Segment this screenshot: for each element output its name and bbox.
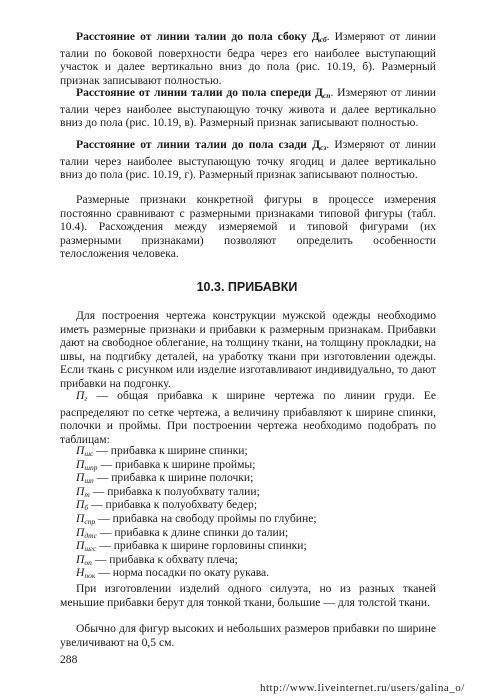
- list-item: $П_{шп}$ — прибавка к ширине полочки;: [76, 471, 254, 486]
- term-back-length: Расстояние от линии талии до пола сзади $Д_{сз}$: [76, 138, 327, 152]
- term-front-length: Расстояние от линии талии до пола спереди $Д_{сп}$: [76, 86, 331, 100]
- paragraph-tall-figures: Обычно для фигур высоких и небольших размеров прибавки по ширине увеличивают на 0,5 см.: [60, 622, 436, 649]
- term-side-length: Расстояние от линии талии до пола сбоку $Д_{сб}$: [76, 30, 327, 44]
- list-item: $П_{дтс}$ — прибавка к длине спинки до талии;: [76, 525, 289, 540]
- list-item: $П_{шс}$ — прибавка к ширине спинки;: [76, 444, 248, 458]
- list-item: $П_{шгс}$ — прибавка к ширине горловины спинки;: [76, 539, 307, 554]
- list-item: $П_{шпр}$ — прибавка к ширине проймы;: [76, 457, 256, 472]
- allowances-list: [76, 444, 436, 580]
- paragraph-allowances-intro: Для построения чертежа конструкции мужской одежды необходимо иметь размерные признаки и прибавки к размерным признакам. Прибавки дают на свободное облегание, на толщину ткани, на толщину прокладки, на швы, на подгибку деталей, на уработку ткани при изготовлении одежды. Если ткань с рисунком или изделие изготавливают индивидуально, то дают прибавки на подгонку.: [60, 309, 436, 390]
- paragraph-comparison: Размерные признаки конкретной фигуры в процессе измерения постоянно сравнивают с размерными признаками типовой фигуры (табл. 10.4). Расхождения между измеряемой и типовой фигурами (их размерными признаками) позволяют определить особенности телосложения человека.: [60, 193, 436, 261]
- page-number: 288: [60, 653, 78, 666]
- watermark-url: http://www.liveinternet.ru/users/galina_o/: [260, 682, 465, 694]
- list-item: $П_{оп}$ — прибавка к обхвату плеча;: [76, 552, 238, 567]
- list-item: $Н_{пок}$ — норма посадки по окату рукава.: [76, 566, 270, 581]
- paragraph-general-allowance: $П_г$ — общая прибавка к ширине чертежа по линии груди. Ее распределяют по сетке чертежа, а величину прибавляют к ширине спинки, полочки и проймы. При построении чертежа необходимо подобрать по таблицам:: [60, 389, 436, 446]
- paragraph-front-length: Расстояние от линии талии до пола спереди $Д_{сп}$. Измеряют от линии талии через наиболее выступающую точку живота и далее вертикально вниз до пола (рис. 10.19, в). Размерный признак записывают полностью.: [60, 86, 436, 130]
- paragraph-side-length: Расстояние от линии талии до пола сбоку $Д_{сб}$. Измеряют от линии талии по боковой поверхности бедра через его наиболее выступающий участок и далее вертикально вниз до пола (рис. 10.19, б). Размерный признак записывают полностью.: [60, 30, 436, 87]
- list-item: $П_{спр}$ — прибавка на свободу проймы по глубине;: [76, 511, 317, 526]
- paragraph-back-length: Расстояние от линии талии до пола сзади $Д_{сз}$. Измеряют от линии талии через наиболее выступающую точку ягодиц и далее вертикально вниз до пола (рис. 10.19, г). Размерный признак записывают полностью.: [60, 138, 437, 182]
- list-item: $П_б$ — прибавка к полуобхвату бедер;: [76, 498, 258, 513]
- paragraph-silhouette: При изготовлении изделий одного силуэта, но из разных тканей меньшие прибавки берут для тонкой ткани, большие — для толстой ткани.: [60, 582, 436, 609]
- section-heading: 10.3. ПРИБАВКИ: [196, 280, 298, 294]
- list-item: $П_т$ — прибавка к полуобхвату талии;: [76, 484, 260, 499]
